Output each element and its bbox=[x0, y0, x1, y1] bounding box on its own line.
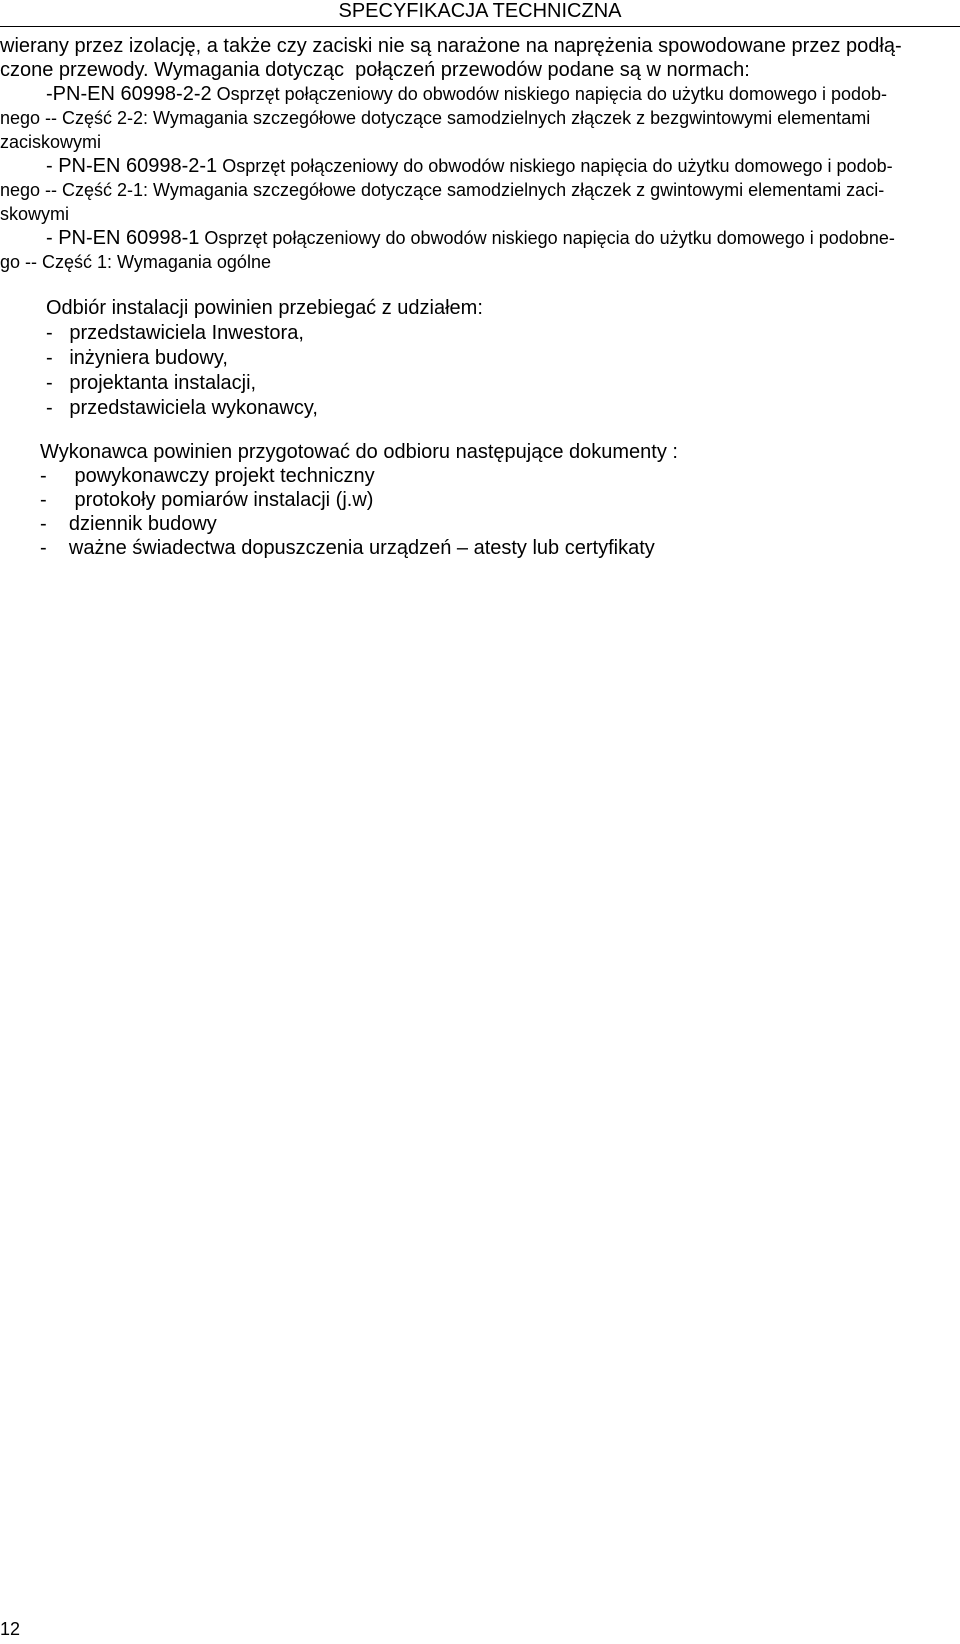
norm-2-line-1 bbox=[46, 154, 893, 178]
norm-2-line-2: nego -- Część 2-1: Wymagania szczegółowe dotyczące samodzielnych złączek z gwintowymi elementami zaci- bbox=[0, 180, 885, 200]
norm-1-line-1 bbox=[46, 82, 887, 106]
acceptance-item: - inżyniera budowy, bbox=[46, 347, 228, 369]
page-title: SPECYFIKACJA TECHNICZNA bbox=[338, 0, 622, 22]
documents-item: - dziennik budowy bbox=[40, 513, 217, 535]
documents-item: - ważne świadectwa dopuszczenia urządzeń – atesty lub certyfikaty bbox=[40, 537, 655, 559]
acceptance-item: - przedstawiciela wykonawcy, bbox=[46, 397, 318, 419]
header-divider bbox=[0, 26, 960, 27]
norm-2-title-start: Osprzęt połączeniowy do obwodów niskiego napięcia do użytku domowego i podob- bbox=[217, 156, 893, 176]
norm-1-line-3: zaciskowymi bbox=[0, 132, 102, 152]
norm-1-line-2: nego -- Część 2-2: Wymagania szczegółowe dotyczące samodzielnych złączek z bezgwintowymi elementami bbox=[0, 108, 871, 128]
acceptance-item: - projektanta instalacji, bbox=[46, 372, 257, 394]
intro-line-2: czone przewody. Wymagania dotycząc połączeń przewodów podane są w normach: bbox=[0, 59, 750, 81]
norm-3-code: - PN-EN 60998-1 bbox=[46, 227, 200, 249]
norm-3-line-1 bbox=[46, 226, 895, 250]
norm-1-code: -PN-EN 60998-2-2 bbox=[46, 83, 212, 105]
norm-2-code: - PN-EN 60998-2-1 bbox=[46, 155, 218, 177]
norm-2-line-3: skowymi bbox=[0, 204, 70, 224]
documents-item: - powykonawczy projekt techniczny bbox=[40, 465, 375, 487]
acceptance-heading: Odbiór instalacji powinien przebiegać z udziałem: bbox=[46, 297, 483, 319]
intro-line-1: wierany przez izolację, a także czy zaciski nie są narażone na naprężenia spowodowane przez podłą- bbox=[0, 35, 902, 57]
documents-item: - protokoły pomiarów instalacji (j.w) bbox=[40, 489, 374, 511]
page-number: 12 bbox=[0, 1619, 21, 1639]
acceptance-item: - przedstawiciela Inwestora, bbox=[46, 322, 304, 344]
norm-3-title-start: Osprzęt połączeniowy do obwodów niskiego napięcia do użytku domowego i podobne- bbox=[199, 228, 895, 248]
norm-3-line-2: go -- Część 1: Wymagania ogólne bbox=[0, 252, 271, 272]
norm-1-title-start: Osprzęt połączeniowy do obwodów niskiego napięcia do użytku domowego i podob- bbox=[211, 84, 888, 104]
documents-heading: Wykonawca powinien przygotować do odbioru następujące dokumenty : bbox=[40, 441, 678, 463]
